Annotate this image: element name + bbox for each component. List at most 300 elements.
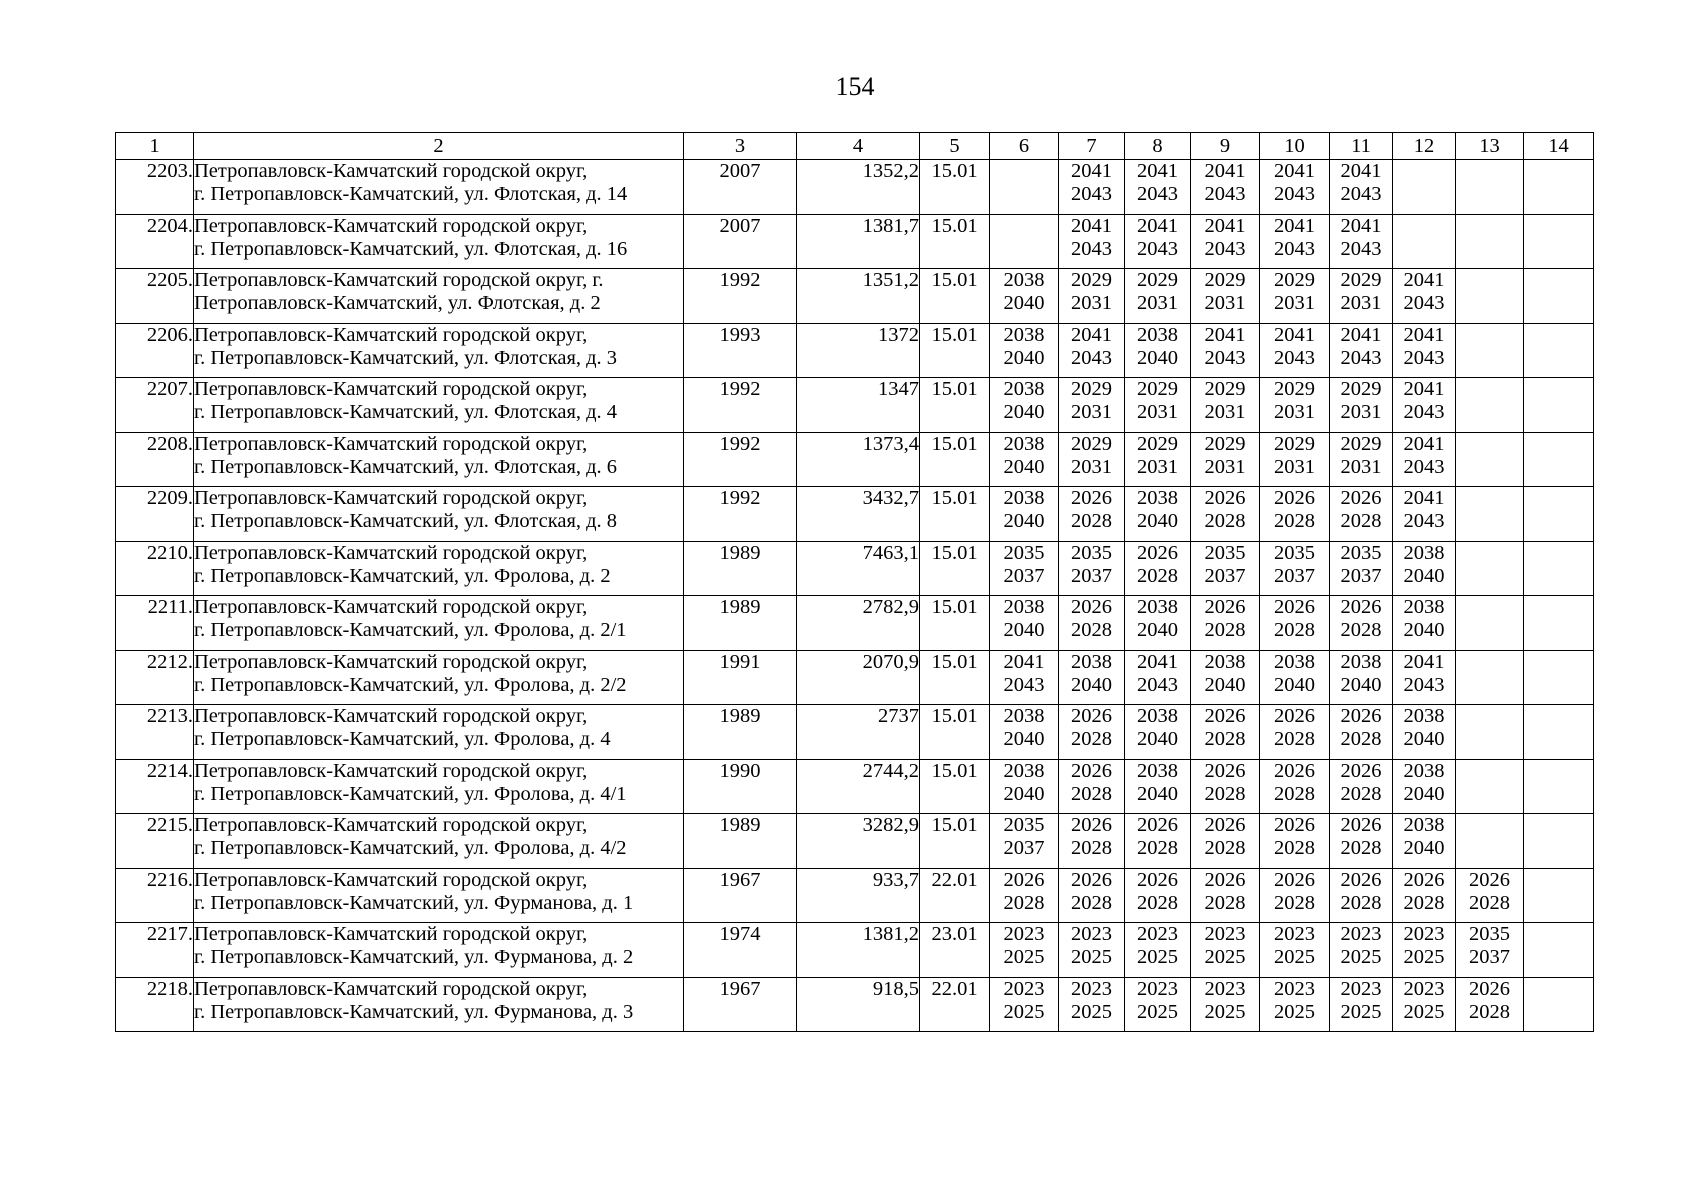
total-area: 1373,4 (797, 432, 920, 487)
period-end-year: 2043 (1403, 510, 1445, 532)
period-start-year: 2038 (1403, 541, 1445, 564)
period-start-year: 2029 (1137, 378, 1178, 400)
period-cell-9 (1191, 214, 1260, 269)
table-row (116, 596, 1594, 651)
period-end-year: 2040 (1003, 401, 1045, 423)
period-end-year: 2040 (1403, 728, 1445, 750)
period-cell-13 (1456, 432, 1524, 487)
period-start-year: 2035 (1204, 541, 1246, 564)
period-start-year: 2023 (1403, 923, 1445, 945)
period-cell-10 (1260, 323, 1330, 378)
column-header-13: 13 (1456, 133, 1524, 160)
period-end-year: 2043 (1403, 346, 1445, 369)
period-end-year: 2028 (1340, 619, 1382, 641)
period-start-year: 2041 (1071, 214, 1112, 237)
period-end-year: 2028 (1204, 728, 1246, 750)
build-year: 1989 (684, 541, 797, 596)
period-end-year: 2025 (1137, 1000, 1178, 1023)
period-end-year: 2028 (1274, 782, 1315, 805)
period-cell-10 (1260, 541, 1330, 596)
row-number: 2216. (116, 868, 194, 923)
period-cell-14 (1524, 487, 1594, 542)
period-start-year: 2038 (1071, 650, 1112, 673)
period-end-year: 2028 (1204, 891, 1246, 914)
period-cell-11 (1330, 977, 1393, 1032)
row-number: 2207. (116, 378, 194, 433)
period-start-year: 2038 (1403, 705, 1445, 727)
period-cell-14 (1524, 541, 1594, 596)
period-cell-6 (990, 650, 1059, 705)
address-cell (194, 977, 684, 1032)
period-start-year: 2023 (1137, 923, 1178, 945)
total-area: 2744,2 (797, 759, 920, 814)
period-cell-10 (1260, 814, 1330, 869)
period-start-year: 2026 (1469, 977, 1510, 1000)
build-year: 1991 (684, 650, 797, 705)
period-start-year: 2026 (1071, 868, 1112, 891)
period-start-year: 2023 (1071, 977, 1112, 1000)
period-cell-10 (1260, 868, 1330, 923)
total-area: 1347 (797, 378, 920, 433)
address-line-2: г. Петропавловск-Камчатский, ул. Флотская, д. 6 (194, 455, 618, 478)
build-year: 1974 (684, 923, 797, 978)
address-line-1: Петропавловск-Камчатский городской округ, (194, 759, 588, 782)
period-start-year: 2026 (1204, 596, 1246, 618)
period-start-year: 2023 (1137, 977, 1178, 1000)
code-cell: 15.01 (920, 214, 990, 269)
period-start-year: 2038 (1403, 814, 1445, 836)
code-cell: 22.01 (920, 977, 990, 1032)
code-cell: 15.01 (920, 487, 990, 542)
period-cell-8 (1125, 487, 1191, 542)
period-start-year: 2041 (1340, 323, 1382, 346)
period-cell-7 (1059, 214, 1125, 269)
address-line-1: Петропавловск-Камчатский городской округ, (194, 705, 588, 727)
period-end-year: 2028 (1137, 891, 1178, 914)
period-end-year: 2031 (1340, 455, 1382, 478)
period-start-year: 2023 (1403, 977, 1445, 1000)
period-end-year: 2028 (1403, 891, 1445, 914)
period-cell-6 (990, 432, 1059, 487)
column-header-4: 4 (797, 133, 920, 160)
period-end-year: 2043 (1403, 673, 1445, 696)
period-end-year: 2025 (1274, 946, 1315, 968)
period-cell-6 (990, 977, 1059, 1032)
period-end-year: 2025 (1340, 946, 1382, 968)
period-cell-6 (990, 596, 1059, 651)
period-end-year: 2028 (1274, 510, 1315, 532)
period-start-year: 2026 (1274, 868, 1315, 891)
period-start-year: 2041 (1403, 487, 1445, 509)
period-end-year: 2043 (1071, 183, 1112, 205)
column-header-9: 9 (1191, 133, 1260, 160)
period-cell-13 (1456, 814, 1524, 869)
period-start-year: 2041 (1003, 650, 1045, 673)
address-cell (194, 814, 684, 869)
period-end-year: 2043 (1003, 673, 1045, 696)
period-end-year: 2028 (1137, 837, 1178, 859)
address-cell (194, 759, 684, 814)
period-cell-9 (1191, 323, 1260, 378)
period-end-year: 2040 (1003, 346, 1045, 369)
period-end-year: 2028 (1274, 837, 1315, 859)
period-cell-8 (1125, 214, 1191, 269)
period-start-year: 2026 (1137, 541, 1178, 564)
table-row (116, 814, 1594, 869)
period-end-year: 2040 (1137, 728, 1178, 750)
period-cell-8 (1125, 269, 1191, 324)
period-end-year: 2028 (1204, 782, 1246, 805)
period-end-year: 2043 (1274, 346, 1315, 369)
period-cell-8 (1125, 378, 1191, 433)
code-cell: 22.01 (920, 868, 990, 923)
build-year: 1992 (684, 487, 797, 542)
period-cell-11 (1330, 814, 1393, 869)
address-cell (194, 541, 684, 596)
code-cell: 15.01 (920, 705, 990, 760)
period-end-year: 2028 (1204, 619, 1246, 641)
period-start-year: 2038 (1137, 487, 1178, 509)
period-cell-8 (1125, 868, 1191, 923)
period-end-year: 2031 (1274, 455, 1315, 478)
table-row (116, 323, 1594, 378)
address-cell (194, 269, 684, 324)
row-number: 2203. (116, 160, 194, 215)
period-start-year: 2023 (1003, 923, 1045, 945)
period-start-year: 2041 (1403, 378, 1445, 400)
period-end-year: 2028 (1003, 891, 1045, 914)
table-row (116, 541, 1594, 596)
period-start-year: 2026 (1204, 759, 1246, 782)
address-line-1: Петропавловск-Камчатский городской округ, (194, 923, 588, 945)
period-start-year: 2038 (1137, 323, 1178, 346)
period-start-year: 2041 (1403, 432, 1445, 455)
period-cell-7 (1059, 759, 1125, 814)
period-cell-6 (990, 487, 1059, 542)
period-cell-10 (1260, 650, 1330, 705)
period-cell-9 (1191, 160, 1260, 215)
period-end-year: 2031 (1137, 292, 1178, 314)
build-year: 1992 (684, 432, 797, 487)
period-cell-13 (1456, 705, 1524, 760)
row-number: 2218. (116, 977, 194, 1032)
period-cell-12 (1393, 650, 1456, 705)
code-cell: 15.01 (920, 432, 990, 487)
column-header-5: 5 (920, 133, 990, 160)
period-start-year: 2029 (1340, 269, 1382, 291)
period-cell-7 (1059, 323, 1125, 378)
address-cell (194, 160, 684, 215)
period-end-year: 2043 (1137, 183, 1178, 205)
period-cell-13 (1456, 923, 1524, 978)
total-area: 2782,9 (797, 596, 920, 651)
period-cell-14 (1524, 650, 1594, 705)
period-cell-8 (1125, 432, 1191, 487)
period-start-year: 2026 (1340, 868, 1382, 891)
period-cell-11 (1330, 269, 1393, 324)
period-start-year: 2026 (1071, 596, 1112, 618)
period-end-year: 2031 (1204, 401, 1246, 423)
period-end-year: 2040 (1274, 673, 1315, 696)
period-end-year: 2040 (1340, 673, 1382, 696)
address-line-1: Петропавловск-Камчатский городской округ, (194, 378, 588, 400)
period-start-year: 2035 (1469, 923, 1510, 945)
period-end-year: 2037 (1071, 564, 1112, 587)
period-cell-14 (1524, 759, 1594, 814)
period-cell-14 (1524, 923, 1594, 978)
period-cell-12 (1393, 214, 1456, 269)
period-start-year: 2029 (1274, 378, 1315, 400)
period-start-year: 2041 (1340, 214, 1382, 237)
period-start-year: 2026 (1274, 705, 1315, 727)
address-line-1: Петропавловск-Камчатский городской округ, (194, 432, 588, 455)
period-cell-12 (1393, 977, 1456, 1032)
period-cell-10 (1260, 596, 1330, 651)
address-cell (194, 650, 684, 705)
period-cell-6 (990, 323, 1059, 378)
period-start-year: 2041 (1274, 214, 1315, 237)
address-line-2: г. Петропавловск-Камчатский, ул. Флотская, д. 14 (194, 183, 628, 205)
period-cell-12 (1393, 269, 1456, 324)
period-start-year: 2029 (1274, 269, 1315, 291)
period-cell-8 (1125, 977, 1191, 1032)
row-number: 2209. (116, 487, 194, 542)
build-year: 1989 (684, 814, 797, 869)
period-start-year: 2038 (1274, 650, 1315, 673)
period-start-year: 2035 (1340, 541, 1382, 564)
period-start-year: 2041 (1204, 214, 1246, 237)
row-number: 2215. (116, 814, 194, 869)
row-number: 2213. (116, 705, 194, 760)
period-end-year: 2037 (1274, 564, 1315, 587)
period-cell-14 (1524, 269, 1594, 324)
period-end-year: 2043 (1137, 237, 1178, 260)
column-header-14: 14 (1524, 133, 1594, 160)
build-year: 1989 (684, 705, 797, 760)
column-header-10: 10 (1260, 133, 1330, 160)
period-end-year: 2043 (1403, 455, 1445, 478)
total-area: 2070,9 (797, 650, 920, 705)
period-cell-13 (1456, 977, 1524, 1032)
period-start-year: 2026 (1469, 868, 1510, 891)
period-cell-12 (1393, 487, 1456, 542)
period-cell-7 (1059, 432, 1125, 487)
period-cell-8 (1125, 650, 1191, 705)
period-cell-10 (1260, 214, 1330, 269)
period-end-year: 2028 (1340, 782, 1382, 805)
period-start-year: 2038 (1137, 596, 1178, 618)
period-end-year: 2037 (1340, 564, 1382, 587)
address-line-1: Петропавловск-Камчатский городской округ, (194, 160, 588, 182)
period-cell-12 (1393, 541, 1456, 596)
period-end-year: 2037 (1469, 946, 1510, 968)
period-start-year: 2026 (1340, 596, 1382, 618)
code-cell: 15.01 (920, 759, 990, 814)
period-cell-10 (1260, 977, 1330, 1032)
period-end-year: 2031 (1204, 455, 1246, 478)
period-cell-13 (1456, 269, 1524, 324)
period-end-year: 2040 (1403, 564, 1445, 587)
total-area: 918,5 (797, 977, 920, 1032)
period-start-year: 2035 (1003, 814, 1045, 836)
period-end-year: 2028 (1469, 1000, 1510, 1023)
period-cell-7 (1059, 705, 1125, 760)
period-start-year: 2041 (1071, 160, 1112, 182)
period-end-year: 2025 (1071, 946, 1112, 968)
period-end-year: 2028 (1204, 510, 1246, 532)
period-start-year: 2038 (1204, 650, 1246, 673)
period-end-year: 2028 (1071, 728, 1112, 750)
code-cell: 15.01 (920, 323, 990, 378)
period-start-year: 2041 (1204, 323, 1246, 346)
period-cell-7 (1059, 160, 1125, 215)
address-line-2: Петропавловск-Камчатский, ул. Флотская, д. 2 (194, 292, 601, 314)
period-end-year: 2025 (1204, 1000, 1246, 1023)
period-end-year: 2043 (1204, 346, 1246, 369)
period-cell-6 (990, 269, 1059, 324)
period-cell-8 (1125, 541, 1191, 596)
period-cell-11 (1330, 160, 1393, 215)
period-start-year: 2026 (1274, 759, 1315, 782)
period-end-year: 2043 (1071, 237, 1112, 260)
period-end-year: 2028 (1274, 728, 1315, 750)
period-start-year: 2023 (1204, 977, 1246, 1000)
period-end-year: 2043 (1274, 237, 1315, 260)
period-end-year: 2040 (1137, 782, 1178, 805)
period-end-year: 2028 (1340, 510, 1382, 532)
period-start-year: 2026 (1274, 814, 1315, 836)
build-year: 1967 (684, 977, 797, 1032)
period-start-year: 2041 (1204, 160, 1246, 182)
period-start-year: 2029 (1204, 378, 1246, 400)
address-line-2: г. Петропавловск-Камчатский, ул. Фролова, д. 2/2 (194, 673, 627, 696)
address-line-2: г. Петропавловск-Камчатский, ул. Флотская, д. 3 (194, 346, 618, 369)
period-cell-6 (990, 814, 1059, 869)
period-cell-12 (1393, 160, 1456, 215)
total-area: 1352,2 (797, 160, 920, 215)
period-cell-14 (1524, 868, 1594, 923)
period-start-year: 2023 (1340, 923, 1382, 945)
period-start-year: 2041 (1340, 160, 1382, 182)
period-cell-12 (1393, 323, 1456, 378)
period-cell-12 (1393, 868, 1456, 923)
period-start-year: 2041 (1137, 160, 1178, 182)
period-cell-11 (1330, 432, 1393, 487)
code-cell: 15.01 (920, 541, 990, 596)
period-start-year: 2029 (1137, 269, 1178, 291)
period-cell-7 (1059, 814, 1125, 869)
period-cell-9 (1191, 432, 1260, 487)
period-end-year: 2043 (1403, 401, 1445, 423)
code-cell: 15.01 (920, 160, 990, 215)
period-cell-13 (1456, 160, 1524, 215)
period-cell-12 (1393, 923, 1456, 978)
code-cell: 15.01 (920, 596, 990, 651)
period-start-year: 2038 (1003, 487, 1045, 509)
total-area: 7463,1 (797, 541, 920, 596)
period-cell-8 (1125, 596, 1191, 651)
period-start-year: 2026 (1204, 705, 1246, 727)
period-cell-7 (1059, 923, 1125, 978)
table-body (116, 160, 1594, 1032)
column-header-11: 11 (1330, 133, 1393, 160)
period-cell-8 (1125, 323, 1191, 378)
period-start-year: 2026 (1204, 814, 1246, 836)
period-start-year: 2023 (1340, 977, 1382, 1000)
period-end-year: 2028 (1274, 619, 1315, 641)
period-cell-10 (1260, 923, 1330, 978)
period-cell-9 (1191, 705, 1260, 760)
period-end-year: 2028 (1071, 891, 1112, 914)
period-end-year: 2028 (1340, 728, 1382, 750)
period-start-year: 2038 (1137, 705, 1178, 727)
period-end-year: 2031 (1137, 455, 1178, 478)
period-end-year: 2031 (1274, 401, 1315, 423)
total-area: 3432,7 (797, 487, 920, 542)
period-end-year: 2028 (1071, 510, 1112, 532)
period-cell-8 (1125, 160, 1191, 215)
period-end-year: 2028 (1469, 891, 1510, 914)
address-line-2: г. Петропавловск-Камчатский, ул. Фурманова, д. 2 (194, 946, 634, 968)
period-end-year: 2043 (1340, 183, 1382, 205)
address-line-2: г. Петропавловск-Камчатский, ул. Фролова, д. 4/1 (194, 782, 627, 805)
address-cell (194, 323, 684, 378)
code-cell: 23.01 (920, 923, 990, 978)
period-end-year: 2040 (1403, 837, 1445, 859)
period-start-year: 2029 (1340, 432, 1382, 455)
period-cell-9 (1191, 378, 1260, 433)
period-start-year: 2029 (1137, 432, 1178, 455)
period-start-year: 2026 (1340, 487, 1382, 509)
period-start-year: 2041 (1274, 323, 1315, 346)
period-end-year: 2043 (1204, 183, 1246, 205)
period-end-year: 2040 (1204, 673, 1246, 696)
period-start-year: 2038 (1137, 759, 1178, 782)
period-start-year: 2026 (1137, 868, 1178, 891)
period-start-year: 2038 (1003, 323, 1045, 346)
period-cell-9 (1191, 759, 1260, 814)
period-end-year: 2028 (1071, 619, 1112, 641)
period-end-year: 2037 (1003, 837, 1045, 859)
period-cell-11 (1330, 323, 1393, 378)
period-start-year: 2023 (1204, 923, 1246, 945)
period-end-year: 2025 (1071, 1000, 1112, 1023)
period-end-year: 2043 (1340, 237, 1382, 260)
column-header-2: 2 (194, 133, 684, 160)
period-start-year: 2023 (1071, 923, 1112, 945)
period-cell-9 (1191, 596, 1260, 651)
address-line-1: Петропавловск-Камчатский городской округ, (194, 487, 588, 509)
period-end-year: 2040 (1137, 619, 1178, 641)
period-end-year: 2040 (1003, 455, 1045, 478)
period-start-year: 2026 (1204, 487, 1246, 509)
period-start-year: 2026 (1003, 868, 1045, 891)
address-cell (194, 378, 684, 433)
period-cell-10 (1260, 432, 1330, 487)
period-cell-12 (1393, 378, 1456, 433)
table-row (116, 487, 1594, 542)
period-cell-14 (1524, 814, 1594, 869)
period-cell-9 (1191, 487, 1260, 542)
period-start-year: 2038 (1003, 705, 1045, 727)
address-line-1: Петропавловск-Камчатский городской округ, (194, 214, 588, 237)
period-cell-14 (1524, 323, 1594, 378)
column-number-row (116, 133, 1594, 160)
period-start-year: 2023 (1274, 923, 1315, 945)
address-cell (194, 705, 684, 760)
period-cell-13 (1456, 868, 1524, 923)
code-cell: 15.01 (920, 378, 990, 433)
